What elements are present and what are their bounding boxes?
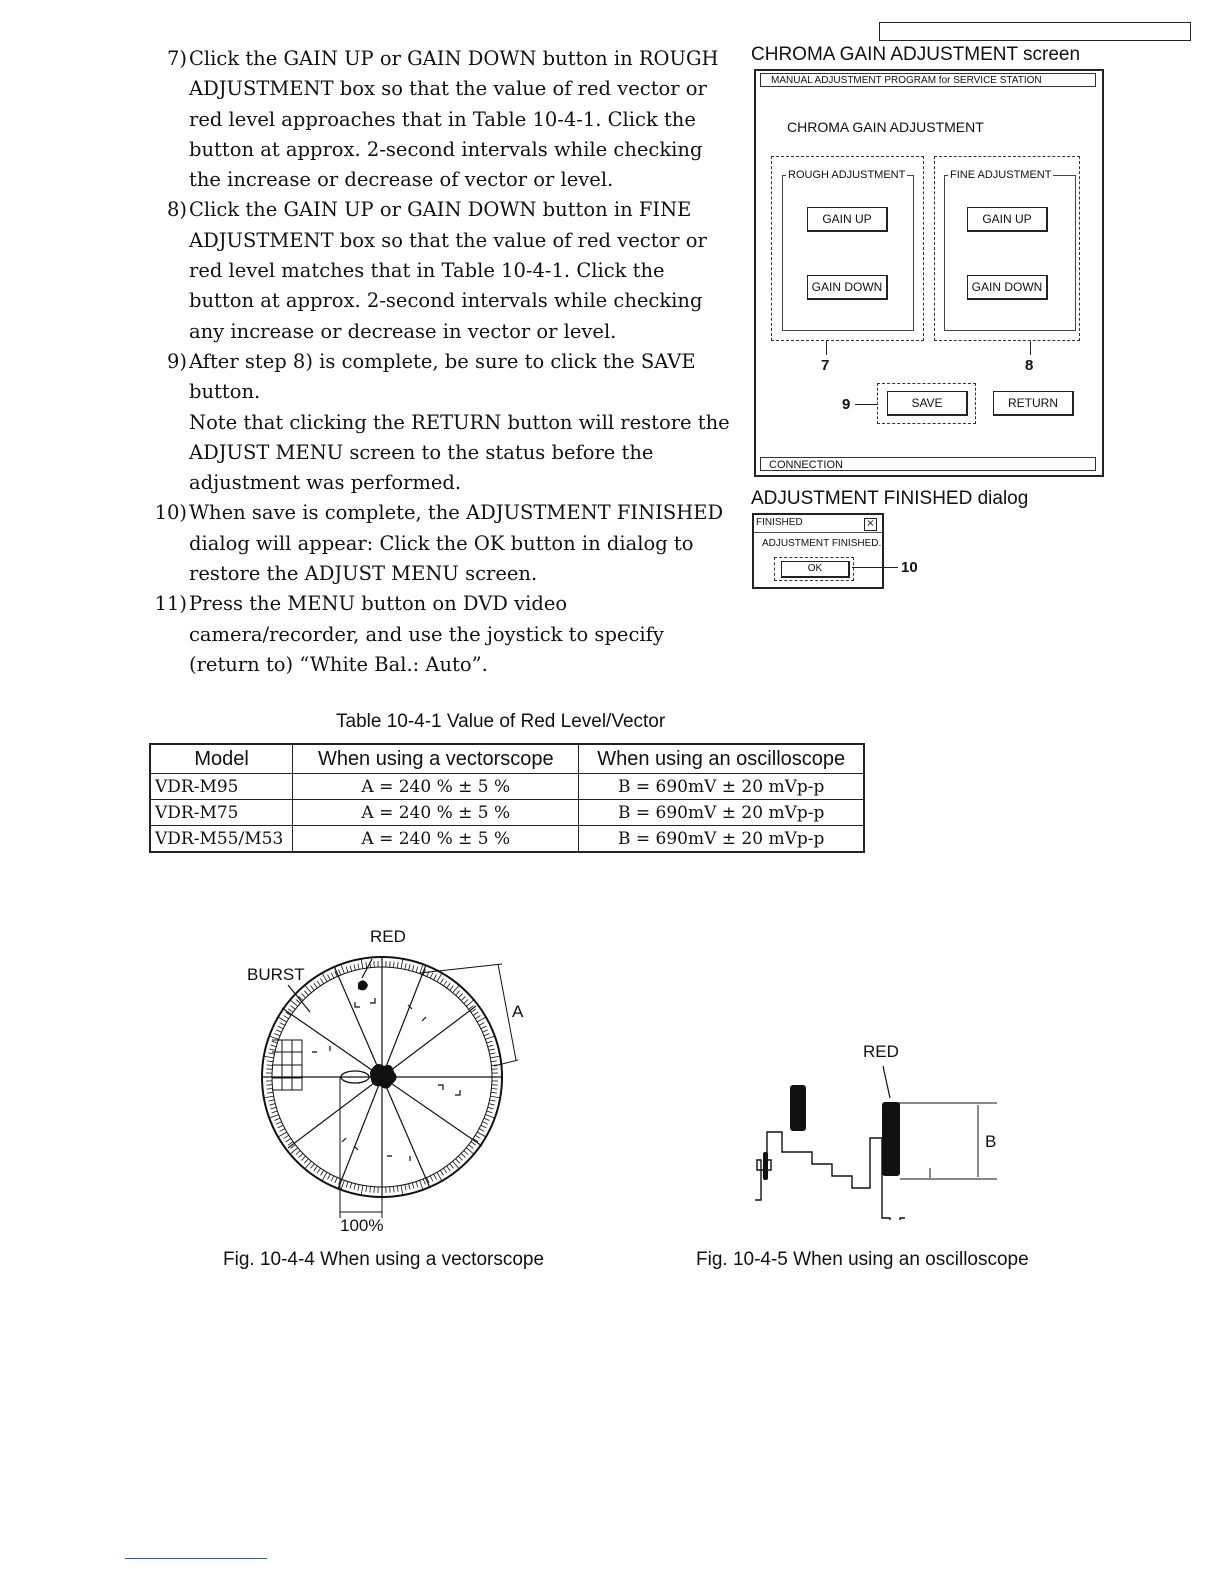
scale-tick	[339, 969, 341, 975]
red-target-dot	[358, 980, 368, 990]
scale-tick	[458, 994, 462, 998]
scale-tick	[469, 1145, 474, 1149]
scale-tick	[453, 1161, 459, 1169]
scale-tick	[491, 1061, 497, 1062]
sync-pulse	[763, 1152, 768, 1180]
chroma-gain-window	[754, 69, 1104, 477]
scale-tick	[479, 1129, 484, 1132]
scale-tick	[466, 1000, 474, 1006]
scale-tick	[412, 965, 414, 971]
scale-tick	[358, 1185, 359, 1191]
callout-line-9	[855, 404, 877, 405]
scale-tick	[304, 991, 308, 995]
scale-tick	[269, 1053, 275, 1054]
status-bar: CONNECTION	[760, 457, 1096, 471]
scale-tick	[482, 1030, 487, 1032]
dialog-message: ADJUSTMENT FINISHED.	[762, 538, 882, 549]
scale-tick	[280, 1023, 285, 1026]
scale-tick	[274, 1034, 280, 1036]
scale-tick	[321, 979, 324, 984]
scale-tick	[358, 964, 359, 970]
close-icon[interactable]: ×	[864, 518, 877, 531]
scale-tick	[361, 1185, 363, 1195]
scale-tick	[274, 1118, 280, 1120]
scale-tick	[450, 986, 454, 991]
burst-pulse	[790, 1085, 806, 1131]
scale-tick	[409, 964, 410, 970]
step-number: 8)	[166, 198, 187, 222]
scale-tick	[434, 975, 437, 980]
fine-adjustment-group	[944, 175, 1076, 331]
scale-tick	[299, 1153, 303, 1157]
table-caption: Table 10-4-1 Value of Red Level/Vector	[336, 711, 666, 732]
table-cell-osc: B = 690mV ± 20 mVp-p	[579, 826, 864, 853]
oscilloscope-caption: Fig. 10-4-5 When using an oscilloscope	[696, 1249, 1029, 1270]
scale-tick	[481, 1026, 486, 1029]
red-level-pulse	[882, 1102, 900, 1176]
scale-tick	[430, 1176, 433, 1181]
step-8	[155, 195, 730, 346]
scale-tick	[341, 964, 344, 973]
scale-tick	[305, 985, 311, 993]
scale-tick	[350, 1183, 352, 1189]
callout-10: 10	[901, 559, 918, 576]
scale-tick	[322, 1172, 327, 1181]
fine-gain-up-button[interactable]: GAIN UP	[967, 207, 1048, 232]
scale-tick	[434, 1174, 437, 1179]
scale-tick	[267, 1088, 273, 1089]
vectorscope-label-red: RED	[370, 927, 406, 946]
step-11	[155, 589, 730, 680]
scale-tick	[475, 1135, 480, 1138]
scale-tick	[440, 979, 443, 984]
step-number: 7)	[166, 47, 187, 70]
step-10	[155, 498, 730, 589]
window-titlebar: MANUAL ADJUSTMENT PROGRAM for SERVICE STATION	[760, 73, 1096, 87]
scale-tick	[366, 1186, 367, 1192]
return-button[interactable]: RETURN	[993, 391, 1074, 416]
step-text: When save is complete, the ADJUSTMENT FINISHED dialog will appear: Click the OK button in dialog to restore the ADJUST MENU screen.	[189, 501, 724, 586]
oscilloscope-label-b: B	[985, 1132, 997, 1151]
scale-tick	[484, 1118, 490, 1120]
scale-tick	[267, 1061, 273, 1062]
scale-tick	[301, 994, 305, 998]
scale-tick	[361, 959, 363, 969]
scale-tick	[485, 1036, 494, 1039]
a-dimension-bottom	[494, 1060, 518, 1066]
scale-tick	[278, 1132, 287, 1137]
red-leader-line	[883, 1066, 890, 1098]
finished-dialog-caption: ADJUSTMENT FINISHED dialog	[751, 488, 1029, 509]
oscilloscope-figure	[740, 1060, 1010, 1220]
scale-tick	[420, 1180, 423, 1189]
scale-tick	[331, 1176, 334, 1181]
scale-tick	[447, 983, 451, 988]
footer-link-underline	[125, 1558, 267, 1559]
scale-tick	[317, 1168, 320, 1173]
scale-tick	[487, 1111, 493, 1113]
scale-tick	[269, 1036, 278, 1039]
scale-tick	[489, 1104, 495, 1105]
scale-tick	[296, 1151, 300, 1155]
scale-tick	[270, 1107, 276, 1109]
vectorscope-caption: Fig. 10-4-4 When using a vectorscope	[223, 1249, 545, 1270]
step-text: Click the GAIN UP or GAIN DOWN button in ROUGH ADJUSTMENT box so that the value of red vector or red level approaches that in Table 10-4-1. Click the button at approx. 2-second intervals while checking the increase or decrease of vector or level.	[189, 47, 719, 192]
scale-tick	[393, 962, 394, 968]
scale-tick	[322, 973, 327, 982]
scale-tick	[328, 975, 331, 980]
step-text: After step 8) is complete, be sure to click the SAVE button.	[189, 349, 696, 404]
scale-tick	[440, 1170, 443, 1175]
scale-tick	[490, 1056, 500, 1058]
scale-tick	[276, 1030, 281, 1032]
scale-tick	[301, 1156, 305, 1160]
step-text: Click the GAIN UP or GAIN DOWN button in FINE ADJUSTMENT box so that the value of red vector or red level matches that in Table 10-4-1. Click the button at approx. 2-second intervals while checking any increase or decrease in vector or level.	[189, 198, 707, 343]
scale-tick	[490, 1096, 500, 1098]
header-box	[879, 22, 1191, 41]
scale-tick	[272, 1041, 278, 1043]
column-header: When using a vectorscope	[293, 744, 579, 774]
scale-tick	[479, 1023, 484, 1026]
scale-tick	[269, 1115, 278, 1118]
callout-8: 8	[1025, 357, 1034, 374]
scale-tick	[416, 967, 418, 973]
scale-tick	[477, 1132, 486, 1137]
scale-tick	[482, 1122, 487, 1124]
scale-tick	[335, 1177, 337, 1182]
scale-tick	[475, 1016, 480, 1019]
scale-tick	[291, 1006, 296, 1010]
table-cell-osc: B = 690mV ± 20 mVp-p	[579, 800, 864, 826]
scale-tick	[484, 1034, 490, 1036]
fine-gain-down-button[interactable]: GAIN DOWN	[967, 275, 1048, 300]
scale-tick	[290, 1000, 298, 1006]
callout-line-8	[1030, 341, 1031, 355]
scale-tick	[354, 964, 355, 970]
scale-tick	[286, 1139, 291, 1142]
scale-tick	[321, 1170, 324, 1175]
table-cell-vector: A = 240 % ± 5 %	[293, 826, 579, 853]
callout-line-10	[852, 567, 898, 568]
scale-tick	[311, 1164, 315, 1169]
table-cell-model: VDR-M55/M53	[150, 826, 293, 853]
scale-tick	[314, 983, 318, 988]
rough-adjustment-group	[782, 175, 914, 331]
scale-tick	[264, 1096, 274, 1098]
scale-tick	[366, 962, 367, 968]
red-level-table	[149, 743, 865, 853]
table-row	[150, 800, 864, 826]
scale-tick	[447, 1166, 451, 1171]
scale-tick	[437, 973, 442, 982]
table-cell-model: VDR-M95	[150, 774, 293, 800]
table-row	[150, 774, 864, 800]
scale-tick	[488, 1107, 494, 1109]
scale-tick	[458, 1156, 462, 1160]
scale-tick	[346, 967, 348, 973]
callout-9: 9	[842, 396, 851, 413]
oscilloscope-label-red: RED	[863, 1042, 899, 1061]
rough-gain-down-button[interactable]: GAIN DOWN	[807, 275, 888, 300]
step-note: Note that clicking the RETURN button will restore the ADJUST MENU screen to the status before the adjustment was performed.	[189, 410, 730, 495]
scale-tick	[409, 1184, 410, 1190]
scale-tick	[471, 1142, 476, 1146]
scale-tick	[331, 973, 334, 978]
scale-tick	[456, 991, 460, 995]
scale-tick	[477, 1017, 486, 1022]
scale-tick	[270, 1045, 276, 1047]
scale-tick	[304, 1159, 308, 1163]
scale-tick	[267, 1092, 273, 1093]
finished-dialog	[752, 513, 884, 589]
rough-gain-up-button[interactable]: GAIN UP	[807, 207, 888, 232]
scale-tick	[397, 962, 398, 968]
scale-tick	[264, 1056, 274, 1058]
step-number: 9)	[166, 349, 187, 373]
column-header: Model	[150, 744, 293, 774]
scale-tick	[393, 1186, 394, 1192]
scale-tick	[487, 1041, 493, 1043]
step-number: 11)	[154, 592, 187, 616]
scale-tick	[405, 964, 406, 970]
scale-tick	[276, 1122, 281, 1124]
column-header: When using an oscilloscope	[579, 744, 864, 774]
scale-tick	[284, 1135, 289, 1138]
scale-tick	[311, 986, 315, 991]
dialog-title: FINISHED	[756, 517, 803, 528]
step-9	[155, 347, 730, 498]
scale-tick	[456, 1159, 460, 1163]
scale-tick	[284, 1016, 289, 1019]
scale-tick	[314, 1166, 318, 1171]
ok-button[interactable]: OK	[781, 561, 850, 578]
scale-tick	[267, 1065, 273, 1066]
scale-tick	[466, 1148, 474, 1154]
scale-tick	[280, 1129, 285, 1132]
scale-tick	[305, 1161, 311, 1169]
scale-tick	[464, 999, 468, 1003]
scale-tick	[272, 1111, 278, 1113]
scale-tick	[412, 1183, 414, 1189]
scale-tick	[473, 1012, 478, 1015]
callout-line-7	[826, 341, 827, 355]
scale-tick	[401, 959, 403, 969]
scale-tick	[464, 1151, 468, 1155]
scale-tick	[346, 1182, 348, 1188]
scale-tick	[317, 981, 320, 986]
table-cell-model: VDR-M75	[150, 800, 293, 826]
chroma-screen-caption: CHROMA GAIN ADJUSTMENT screen	[751, 44, 1081, 65]
vectorscope-label-a: A	[512, 1002, 524, 1021]
scale-tick	[405, 1185, 406, 1191]
scale-tick	[278, 1125, 283, 1128]
scale-tick	[490, 1100, 496, 1101]
scale-tick	[453, 985, 459, 993]
scale-tick	[278, 1017, 287, 1022]
save-button[interactable]: SAVE	[887, 391, 968, 416]
step-text: Press the MENU button on DVD video camera/recorder, and use the joystick to specify (return to) “White Bal.: Auto”.	[189, 592, 664, 676]
scale-tick	[269, 1049, 275, 1050]
scale-tick	[491, 1092, 497, 1093]
scale-tick	[444, 981, 447, 986]
scale-tick	[489, 1049, 495, 1050]
scale-tick	[423, 1179, 425, 1185]
scale-tick	[450, 1164, 454, 1169]
scale-tick	[278, 1026, 283, 1029]
table-cell-osc: B = 690mV ± 20 mVp-p	[579, 774, 864, 800]
table-cell-vector: A = 240 % ± 5 %	[293, 800, 579, 826]
scale-tick	[461, 1153, 465, 1157]
fine-adjustment-label: FINE ADJUSTMENT	[950, 169, 1052, 181]
scale-tick	[328, 1174, 331, 1179]
callout-7: 7	[821, 357, 830, 374]
scale-tick	[370, 1186, 371, 1192]
scale-tick	[485, 1115, 494, 1118]
screen-heading: CHROMA GAIN ADJUSTMENT	[787, 119, 984, 135]
scale-tick	[290, 1148, 298, 1154]
scale-tick	[269, 1100, 275, 1101]
step-7	[155, 44, 730, 195]
table-row	[150, 826, 864, 853]
scale-tick	[397, 1186, 398, 1192]
scale-tick	[269, 1104, 275, 1105]
scale-tick	[401, 1185, 403, 1195]
rough-adjustment-label: ROUGH ADJUSTMENT	[788, 169, 906, 181]
scale-tick	[444, 1168, 447, 1173]
dialog-title-divider	[754, 532, 882, 533]
procedure-steps	[155, 44, 730, 680]
scale-tick	[488, 1045, 494, 1047]
scale-tick	[481, 1125, 486, 1128]
scale-tick	[354, 1184, 355, 1190]
scale-tick	[461, 996, 465, 1000]
table-cell-vector: A = 240 % ± 5 %	[293, 774, 579, 800]
vectorscope-label-100: 100%	[340, 1216, 384, 1235]
vectorscope-label-burst: BURST	[247, 965, 305, 984]
scale-tick	[416, 1182, 418, 1188]
scale-tick	[490, 1053, 496, 1054]
scale-tick	[350, 965, 352, 971]
scale-tick	[437, 1172, 442, 1181]
scale-tick	[288, 1009, 293, 1013]
step-number: 10)	[154, 501, 187, 525]
scale-tick	[430, 973, 433, 978]
table-header-row	[150, 744, 864, 774]
scale-tick	[491, 1088, 497, 1089]
